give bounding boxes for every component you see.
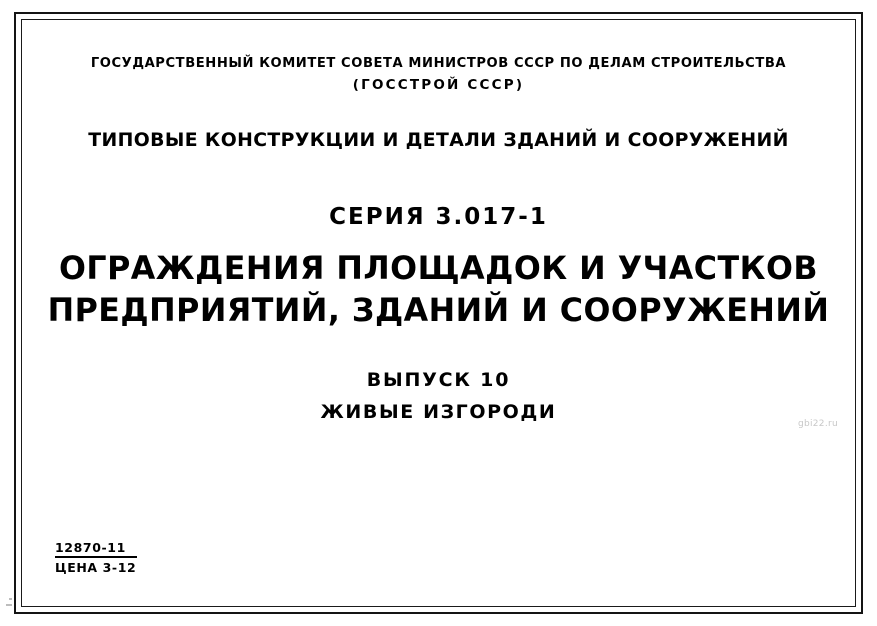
cover-content (21, 19, 856, 607)
code-number: 12870-11 (55, 540, 126, 555)
scan-speckle (6, 604, 12, 606)
code-block (55, 540, 137, 575)
organization-line-1: ГОСУДАРСТВЕННЫЙ КОМИТЕТ СОВЕТА МИНИСТРОВ СССР ПО ДЕЛАМ СТРОИТЕЛЬСТВА (90, 55, 787, 71)
price-label: ЦЕНА 3-12 (55, 559, 137, 575)
watermark-text: gbi22.ru (797, 419, 838, 429)
document-subtitle: ТИПОВЫЕ КОНСТРУКЦИИ И ДЕТАЛИ ЗДАНИЙ И СООРУЖЕНИЙ (88, 129, 789, 151)
organization-line-2: (ГОССТРОЙ СССР) (352, 77, 525, 93)
issue-number: ВЫПУСК 10 (366, 369, 511, 391)
document-title-line-1: ОГРАЖДЕНИЯ ПЛОЩАДОК И УЧАСТКОВ (58, 249, 819, 287)
code-divider (55, 556, 137, 558)
scan-speckle (9, 598, 12, 600)
document-title-line-2: ПРЕДПРИЯТИЙ, ЗДАНИЙ И СООРУЖЕНИЙ (47, 291, 830, 329)
issue-name: ЖИВЫЕ ИЗГОРОДИ (320, 401, 557, 423)
series-designation: СЕРИЯ 3.017-1 (329, 204, 548, 230)
